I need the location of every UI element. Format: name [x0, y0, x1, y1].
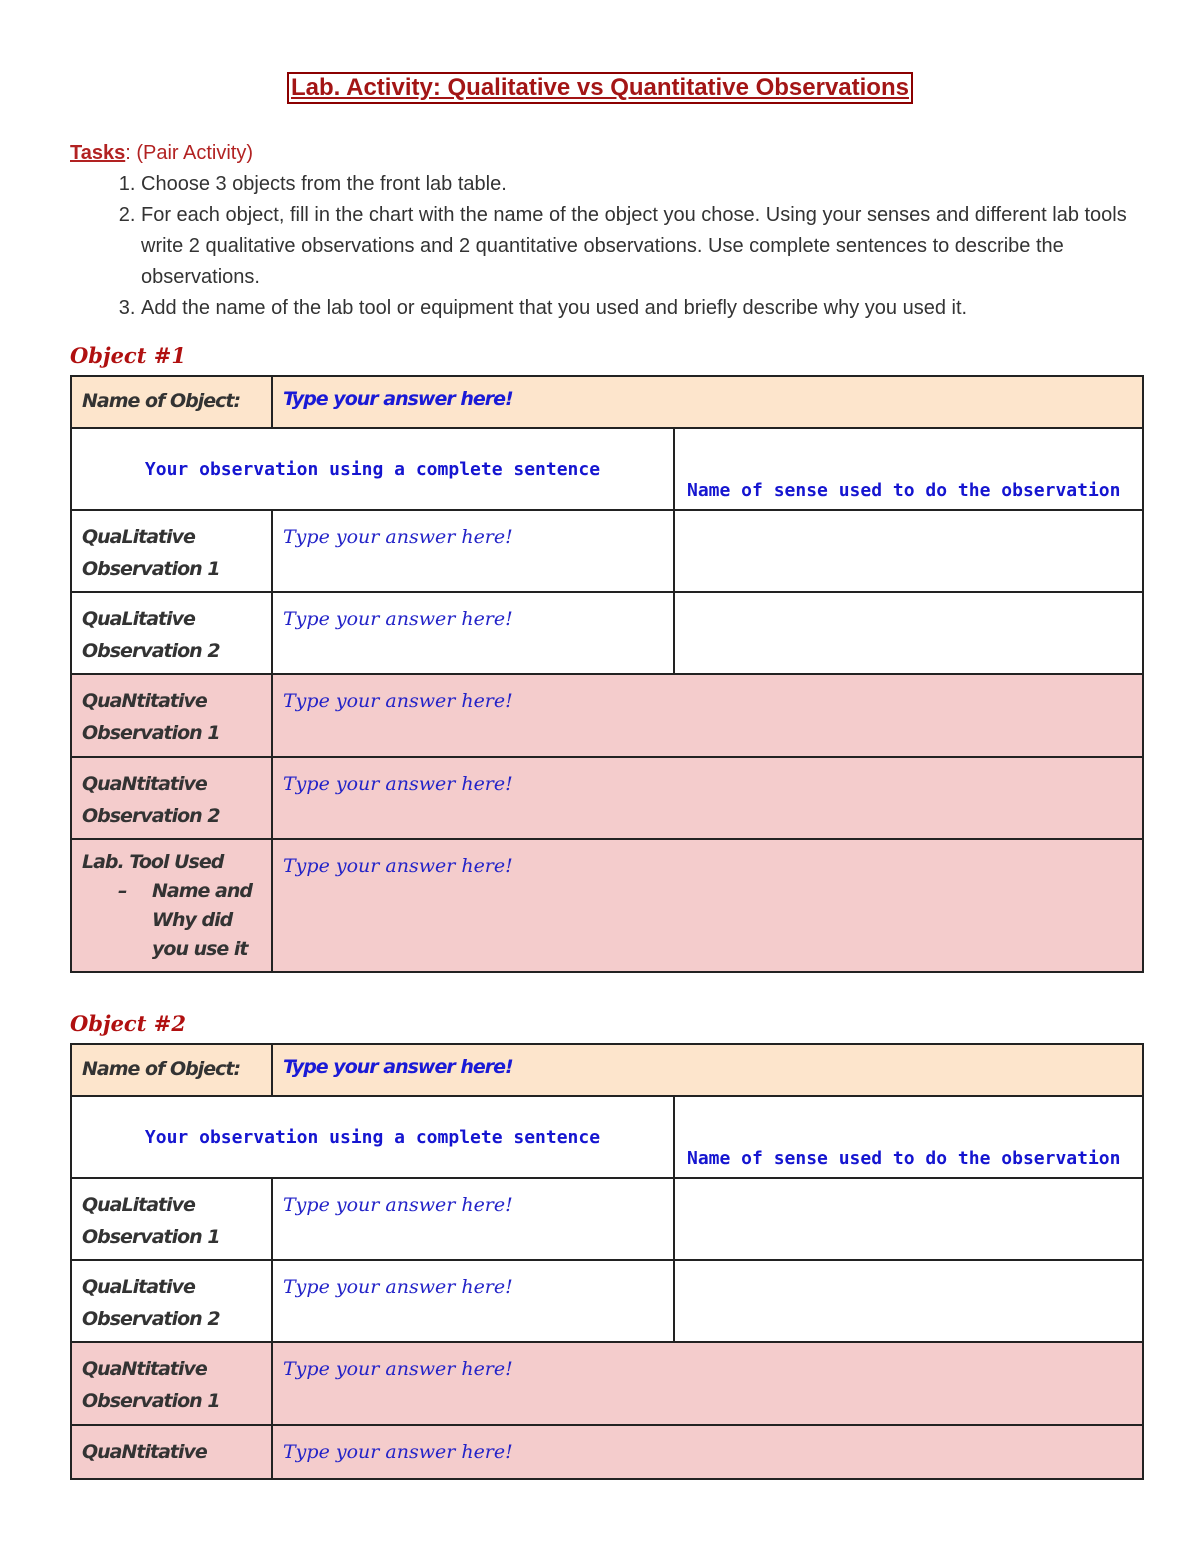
sense-header-cell: [674, 1096, 1143, 1178]
task-item: 2. For each object, fill in the chart with the name of the object you chose. Using your senses and different lab tools write 2 qualitative observations and 2 quantitative observations. Use complete sentences to describe the observations.: [141, 200, 1140, 293]
label-cell: [71, 1425, 272, 1479]
answer-field[interactable]: Type your answer here!: [283, 1358, 513, 1380]
name-row: [71, 376, 1143, 428]
tasks-list: [70, 169, 1140, 324]
label-cell: [71, 839, 272, 972]
row-label: QuaNtitative Observation 1: [82, 690, 220, 744]
name-answer-cell[interactable]: [272, 376, 1143, 428]
answer-field[interactable]: Type your answer here!: [283, 1194, 513, 1216]
label-cell: [71, 1260, 272, 1342]
tasks-label: Tasks: [70, 142, 126, 164]
title-container: [0, 72, 1200, 104]
column-header-row: [71, 1096, 1143, 1178]
sense-header-cell: [674, 428, 1143, 510]
answer-cell[interactable]: [272, 839, 1143, 972]
answer-cell[interactable]: [272, 510, 674, 592]
answer-field[interactable]: Type your answer here!: [283, 855, 513, 877]
task-item: 1. Choose 3 objects from the front lab table.: [141, 169, 1140, 200]
name-label: Name of Object:: [82, 1058, 241, 1080]
label-cell: [71, 592, 272, 674]
answer-cell[interactable]: [272, 592, 674, 674]
answer-cell[interactable]: [272, 1425, 1143, 1479]
sense-cell[interactable]: [674, 510, 1143, 592]
qualitative-row-2: [71, 1260, 1143, 1342]
quantitative-row-2: [71, 757, 1143, 839]
row-label: Lab. Tool Used – Name and Why did you use it: [82, 851, 252, 960]
answer-cell[interactable]: [272, 1178, 674, 1260]
observation-column-header: Your observation using a complete sentence: [144, 458, 601, 480]
tasks-section: [70, 138, 1140, 324]
object-2-table: [70, 1043, 1144, 1480]
answer-field[interactable]: Type your answer here!: [283, 1441, 513, 1463]
answer-cell[interactable]: [272, 1260, 674, 1342]
row-label: QuaNtitative: [82, 1441, 207, 1463]
name-label-cell: [71, 376, 272, 428]
qualitative-row-1: [71, 510, 1143, 592]
row-label: QuaLitative Observation 1: [82, 1194, 220, 1248]
answer-cell[interactable]: [272, 674, 1143, 757]
label-cell: [71, 510, 272, 592]
observation-header-cell: [71, 1096, 674, 1178]
qualitative-row-2: [71, 592, 1143, 674]
object-1-heading: Object #1: [70, 343, 186, 368]
sense-cell[interactable]: [674, 1178, 1143, 1260]
row-label: QuaNtitative Observation 1: [82, 1358, 220, 1412]
observation-header-cell: [71, 428, 674, 510]
name-answer-field[interactable]: Type your answer here!: [283, 1056, 513, 1078]
answer-cell[interactable]: [272, 757, 1143, 839]
row-label: QuaNtitative Observation 2: [82, 773, 220, 827]
observation-column-header: Your observation using a complete sentence: [144, 1126, 601, 1148]
answer-field[interactable]: Type your answer here!: [283, 690, 513, 712]
name-row: [71, 1044, 1143, 1096]
row-label: QuaLitative Observation 2: [82, 1276, 220, 1330]
sense-column-header: Name of sense used to do the observation: [687, 480, 1121, 501]
tasks-suffix: : (Pair Activity): [125, 142, 254, 164]
name-answer-cell[interactable]: [272, 1044, 1143, 1096]
label-cell: [71, 674, 272, 757]
answer-field[interactable]: Type your answer here!: [283, 773, 513, 795]
object-1-table: [70, 375, 1144, 973]
quantitative-row-1: [71, 674, 1143, 757]
page-title: Lab. Activity: Qualitative vs Quantitative Observations: [287, 72, 913, 104]
qualitative-row-1: [71, 1178, 1143, 1260]
answer-cell[interactable]: [272, 1342, 1143, 1425]
label-cell: [71, 1342, 272, 1425]
name-answer-field[interactable]: Type your answer here!: [283, 388, 513, 410]
name-label-cell: [71, 1044, 272, 1096]
sense-column-header: Name of sense used to do the observation: [687, 1148, 1121, 1169]
object-2-heading: Object #2: [70, 1011, 186, 1036]
row-label: QuaLitative Observation 2: [82, 608, 220, 662]
row-label: QuaLitative Observation 1: [82, 526, 220, 580]
answer-field[interactable]: Type your answer here!: [283, 526, 513, 548]
answer-field[interactable]: Type your answer here!: [283, 608, 513, 630]
sense-cell[interactable]: [674, 592, 1143, 674]
quantitative-row-1: [71, 1342, 1143, 1425]
column-header-row: [71, 428, 1143, 510]
quantitative-row-2: [71, 1425, 1143, 1479]
tasks-heading: [70, 138, 1140, 169]
answer-field[interactable]: Type your answer here!: [283, 1276, 513, 1298]
label-cell: [71, 1178, 272, 1260]
task-item: 3. Add the name of the lab tool or equipment that you used and briefly describe why you used it.: [141, 293, 1140, 324]
name-label: Name of Object:: [82, 390, 241, 412]
lab-tool-row: [71, 839, 1143, 972]
label-cell: [71, 757, 272, 839]
sense-cell[interactable]: [674, 1260, 1143, 1342]
